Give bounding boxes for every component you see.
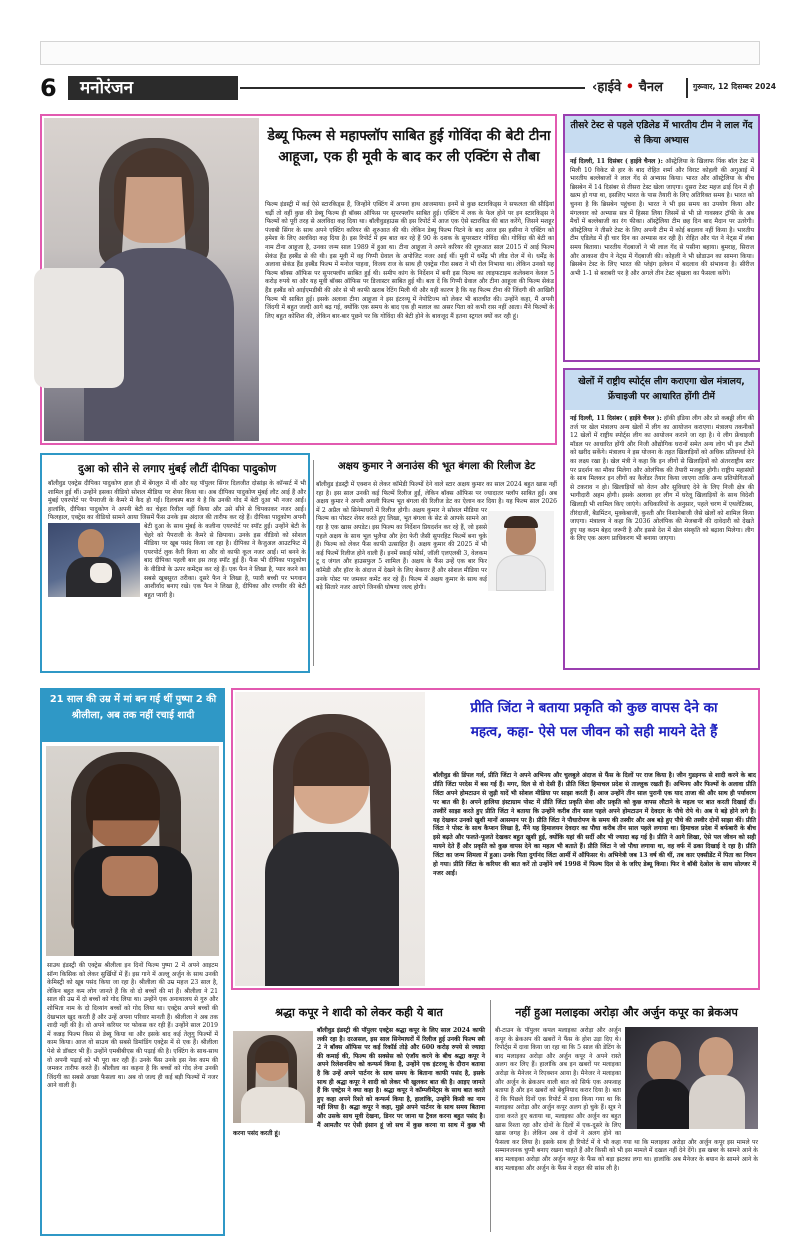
cricket-headline-panel (565, 116, 758, 153)
sreeleela-headline: 21 साल की उम्र में मां बन गई थीं पुष्पा 2 की श्रीलीला, अब तक नहीं रचाई शादी (49, 694, 217, 721)
cricket-story (563, 114, 760, 362)
preity-headline (431, 696, 757, 766)
preity-headline-line-1: प्रीति जिंटा ने बताया प्रकृति को कुछ वापस देने का (470, 700, 718, 716)
shraddha-headline: श्रद्धा कपूर ने शादी को लेकर कही ये बात (275, 1006, 443, 1019)
cricket-text: ऑस्ट्रेलिया के खिलाफ पिंक बॉल टेस्ट में मिली 10 विकेट से हार के बाद रोहित शर्मा और विराट कोहली की अगुआई में भारतीय बल्लेबाजों ने लाल गेंद से अभ्यास किया। भारत और ऑस्ट्रेलिया के बीच ब्रिसबेन में 14 दिसंबर से तीसरा टेस्ट खेला जाएगा। दूसरा टेस्ट महज ढाई दिन में ही खत्म हो गया था, इसलिए भारत के पास तैयारी के लिए अतिरिक्त समय है। भारत को चुनना है कि ब्रिसबेन पहुंचना है। भारत ने भी इस समय का उपयोग किया और मंगलवार को अभ्यास सत्र में हिस्सा लिया जिसमें से भी प्रो गावस्कर ट्रॉफी के अब मैचों में बल्लेबाजी का रंग फीका। ऑस्ट्रेलिया टीम छह दिन बाद मैदान पर उतरेगी। ऑस्ट्रेलिया ने तीसरे टेस्ट के लिए अपनी टीम में कोई बदलाव नहीं किया है। भारतीय टीम एडिलेड में ही चार दिन का अभ्यास कर रही है। रोहित और पंत ने नेट्स में लंबा समय बिताया। भारतीय गेंदबाजों ने भी लाल गेंद से पसीना बहाया। बुमराह, सिराज और आकाश दीप ने नेट्स में गेंदबाजी की। कोहली ने भी थ्रोडाउन का सामना किया। ब्रिसबेन टेस्ट के लिए भारत की प्लेइंग इलेवन में बदलाव की संभावना है। सीरीज अभी 1-1 से बराबरी पर है और अगले तीन टेस्ट श्रृंखला का फैसला करेंगे। (570, 158, 755, 277)
paper-logo (592, 78, 682, 98)
date-bar (686, 78, 777, 98)
deepika-body: बॉलीवुड एक्ट्रेस दीपिका पादुकोण हाल ही में बेंगलुरु में थीं और यह पॉपुलर सिंगर दिलजीत दोसांझ के कॉन्सर्ट में भी शामिल हुई थीं। उन्होंने इसका वीडियो सोशल मीडिया पर शेयर किया था। अब दीपिका पादुकोण मुंबई लौट आई हैं और मुंबई एयरपोर्ट पर पैपराजी के कैमरे में कैद हो गईं। दिलचस्प बात ये है कि उनकी गोद में बेटी दुआ भी नजर आईं। हालांकि, दीपिका पादुकोण ने अपनी बेटी का चेहरा रिवील नहीं किया और उसे सीने से चिपकाकर नजर आईं। फिलहाल, एक्ट्रेस का वीडियो सामने आया जिसमें फैंस उनके इस अंदाज की तारीफ कर रहे हैं। दीपिका पादुकोण अपनी बेटी दुआ के साथ मुंबई के कलीना एयरपोर्ट पर स्पॉट हुईं। उन्होंने बेटी के चेहरे को पैपराजी के कैमरे से छिपाया। उनके इस वीडियो को सोशल मीडिया पर खूब पसंद किया जा रहा है। दीपिका ने कैजुअल आउटफिट में एयरपोर्ट लुक कैरी किया था और वो काफी कूल नजर आईं। मां बनने के बाद दीपिका पहली बार इस तरह स्पॉट हुई हैं। फैंस भी दीपिका पादुकोण के वीडियो के ऊपर कमेंट्स कर रहे हैं। एक फैन ने लिखा है, प्यार करने का सबसे खूबसूरत तरीका। दूसरे फैन ने लिखा है, प्यारी बच्ची पर भगवान आशीर्वाद बनाए रखे। एक फैन ने लिखा है, दीपिका और रणवीर की बेटी बहुत प्यारी है। (48, 480, 306, 599)
govinda-headline-line-1: डेब्यू फिल्म से महाफ्लॉप साबित हुई गोविंदा की बेटी टीना (267, 128, 551, 144)
sports-headline: खेलों में राष्ट्रीय स्पोर्ट्स लीग कराएगा खेल मंत्रालय, फ्रेंचाइजी पर आधारित होंगी टीमें (578, 376, 745, 402)
preity-headline-line-2: महत्व, कहा- ऐसे पल जीवन को सही मायने देते हैं (470, 724, 718, 740)
malaika-body: बी-टाउन के पॉपुलर कपल मलाइका अरोड़ा और अर्जुन कपूर के ब्रेकअप की खबरों ने फैंस के होश उड़ा दिए थे। रिपोर्ट्स में दावा किया जा रहा था कि 5 साल की डेटिंग के बाद मलाइका अरोड़ा और अर्जुन कपूर ने अपने रास्ते अलग कर लिए हैं। हालांकि अब इन खबरों पर मलाइका अरोड़ा के मैनेजर ने रिएक्शन आया है। मैनेजर ने मलाइका और अर्जुन के ब्रेकअप वाली बात को सिर्फ एक अफवाह बताया है और इन खबरों को बेबुनियाद करार दिया है। बता दें कि पिछले दिनों एक रिपोर्ट में दावा किया गया था कि मलाइका अरोड़ा और अर्जुन कपूर अलग हो चुके हैं। सूत्र ने दावा करते हुए बताया था, मलाइका और अर्जुन का बहुत खास रिश्ता रहा और दोनों के दिलों में एक-दूसरे के लिए खास जगह है। लेकिन अब वे दोनों ने अलग होने का फैसला कर लिया है। इसके साथ ही रिपोर्ट में ये भी कहा गया था कि मलाइका अरोड़ा और अर्जुन कपूर इस मामले पर सम्मानजनक चुप्पी बनाए रखना चाहते हैं और किसी को भी इस मामले में दखल नहीं देने देंगे। इस खबर के सामने आने के बाद मलाइका अरोड़ा और अर्जुन कपूर के फैंस को बड़ा झटका लगा था। हालांकि अब मैनेजर के बयान के सामने आने के बाद मलाइका और अर्जुन के फैंस ने राहत की सांस ली है। (495, 1027, 758, 1172)
akshay-story (316, 453, 557, 673)
preity-photo (235, 692, 425, 986)
malaika-headline: नहीं हुआ मलाइका अरोड़ा और अर्जुन कपूर का ब्रेकअप (515, 1006, 738, 1019)
section-bar (68, 76, 238, 100)
page-number: 6 (40, 74, 57, 102)
logo-text-left: हाईवे (597, 80, 622, 95)
cricket-dateline: नई दिल्ली, 11 दिसंबर ( हाईवे चैनल ): (570, 158, 663, 165)
sreeleela-body: साउथ इंडस्ट्री की एक्ट्रेस श्रीलीला इन दिनों फिल्म पुष्पा 2 में अपने आइटम सॉन्ग किसिक को लेकर सुर्खियों में हैं। इस गाने में अल्लू अर्जुन के साथ उनकी केमिस्ट्री को खूब पसंद किया जा रहा है। श्रीलीला की उम्र महज 23 साल है, लेकिन बहुत कम लोग जानते हैं कि वो दो बच्चों की मां हैं। श्रीलीला ने 21 साल की उम्र में दो बच्चों को गोद लिया था। उन्होंने एक अनाथालय से गुरु और शोभिता नाम के दो दिव्यांग बच्चों को गोद लिया था। एक्ट्रेस अपने बच्चों की देखभाल खुद करती हैं और उन्हें अपना परिवार मानती हैं। श्रीलीला ने अब तक शादी नहीं की है। वो अपने करियर पर फोकस कर रही हैं। उन्होंने साल 2019 में कन्नड़ फिल्म किस से डेब्यू किया था और इसके बाद कई तेलुगु फिल्मों में काम किया। आज वो साउथ की सबसे डिमांडिंग एक्ट्रेस में से एक हैं। श्रीलीला पेशे से डॉक्टर भी हैं। उन्होंने एमबीबीएस की पढ़ाई की है। एक्टिंग के साथ-साथ वो अपनी पढ़ाई को भी पूरा कर रही हैं। उनके फैंस उनके इस नेक काम की जमकर तारीफ करते हैं। श्रीलीला का कहना है कि बच्चों को गोद लेना उनकी जिंदगी का सबसे अच्छा फैसला था। अब वो जल्द ही कई बड़ी फिल्मों में नजर आने वाली हैं। (47, 962, 218, 1090)
sports-body (570, 415, 754, 667)
govinda-headline-line-2: आहूजा, एक ही मूवी के बाद कर ली एक्टिंग से तौबा (278, 149, 540, 165)
malaika-story (493, 997, 760, 1237)
sports-league-story (563, 368, 760, 670)
logo-arrow-icon: ‹ (592, 80, 598, 95)
logo-dot-icon: • (621, 80, 639, 95)
shraddha-body: बॉलीवुड इंडस्ट्री की पॉपुलर एक्ट्रेस श्रद्धा कपूर के लिए साल 2024 काफी लकी रहा है। दरअसल, इस साल सिनेमाघरों में रिलीज हुई उनकी फिल्म स्त्री 2 ने बॉक्स ऑफिस पर कई रिकॉर्ड तोड़े और 600 करोड़ रुपये से ज्यादा की कमाई की, फिल्म की सक्सेस को एंजॉय करने के बीच श्रद्धा कपूर ने अपने रिलेशनशिप को कन्फर्म किया है, उन्होंने एक इंटरव्यू के दौरान बताया है कि उन्हें अपने पार्टनर के साथ समय के बिताना काफी पसंद है, इसके साथ ही श्रद्धा कपूर ने शादी को लेकर भी खुलकर बात की है। आइए जानते हैं कि एक्ट्रेस ने क्या कहा है। श्रद्धा कपूर ने कॉम्प्लीमेंट्स के साथ बात करते हुए कहा अपने रिश्ते को कन्फर्म किया है, हालांकि, उन्होंने किसी का नाम नहीं लिया है। श्रद्धा कपूर ने कहा, मुझे अपने पार्टनर के साथ समय बिताना और उसके साथ मूवी देखना, डिनर पर जाना या ट्रैवल करना बहुत पसंद है। मैं आमतौर पर ऐसी इंसान हूं जो सच में कुछ करना या साथ में कुछ भी करना पसंद करती हूं। (233, 1027, 485, 1138)
tina-ahuja-photo (44, 118, 259, 441)
shraddha-story (231, 997, 487, 1237)
govinda-body: फिल्म इंडस्ट्री में कई ऐसे स्टारकिड्स हैं, जिन्होंने एक्टिंग में अपना हाथ आजमाया। इनमें से कुछ स्टारकिड्स ने सफलता की सीढ़ियां चढ़ीं तो वहीं कुछ की डेब्यू फिल्म ही बॉक्स ऑफिस पर सुपरफ्लॉप साबित हुई। एक्टिंग में लक के फेल होने पर इन स्टारकिड्स ने फिल्मों को पूरी तरह से अलविदा कह दिया था। बॉलीवुडहाउस की इस रिपोर्ट में आज एक ऐसे स्टारकिड की बात करेंगे, जिसने मशहूर पंजाबी सिंगर के साथ अपने एक्टिंग करियर की शुरुआत की थी। लेकिन डेब्यू फिल्म पिटने के बाद आज इस हसीना ने एक्टिंग को हमेशा के लिए अलविदा कह दिया है। इस रिपोर्ट में हम बात कर रहे हैं 90 के दशक के सुपरस्टार गोविंदा की। गोविंदा की बेटी का नाम टीना आहूजा है, उनका जन्म साल 1989 में हुआ था। टीना आहूजा ने अपने करियर की शुरुआत साल 2015 में आई फिल्म सेकंड हैंड हस्बैंड से की थी। इस मूवी में वह गिप्पी ग्रेवाल के अपोजिट नजर आई थीं। मूवी में धर्मेंद्र भी लीड रोल में थे। धर्मेंद्र के अलावा सेकंड हैंड हस्बैंड फिल्म में मनोज पाहवा, विजय राज के साथ ही एक्ट्रेस गौरा सबरा ने भी रोल निभाया था। लेकिन उनको यह फिल्म बॉक्स ऑफिस पर सुपरफ्लॉप साबित हुई थी। समीप कांग के निर्देशन में बनी इस फिल्म का लाइफटाइम कलेक्शन केवल 5 करोड़ रुपये था और यह मूवी बॉक्स ऑफिस पर डिजास्टर साबित हुई थी। बता दें कि गिप्पी ग्रेवाल और टीना आहूजा की फिल्म सेकंड हैंड हस्बैंड को आईएमडीबी की ओर से भी काफी खराब रेटिंग मिली थी और यही कारण है कि यह फिल्म टीना की जिंदगी की आखिरी फिल्म भी साबित हुई। इसके अलावा टीना आहूजा ने इस इंटरव्यू में नेपोटिज्म को लेकर भी बातचीत की। उन्होंने कहा, मैं अपनी जिंदगी में बहुत जल्दी आगे बढ़ गई, क्योंकि एक समय के बाद एक ही मलाल का असर पिता को कभी रास नहीं आता। मैंने फिल्मों के लिए बहुत कोशिश की, लेकिन बार-बार पूछने पर कि गोविंदा की बेटी होने के बावजूद मैं इतना स्ट्रगल क्यों कर रही हूं। (265, 201, 554, 320)
deepika-story (40, 453, 310, 673)
masthead (40, 74, 777, 102)
divider-middle (313, 460, 314, 666)
cricket-body (570, 158, 754, 358)
header-rule (240, 87, 585, 89)
deepika-headline: दुआ को सीने से लगाए मुंबई लौटीं दीपिका पादुकोण (77, 463, 277, 475)
preity-story (231, 688, 760, 990)
sreeleela-story (40, 688, 225, 1236)
sports-headline-panel (565, 370, 758, 410)
sreeleela-photo (46, 746, 219, 956)
govinda-story (40, 114, 557, 445)
sreeleela-headline-panel (42, 690, 223, 742)
cricket-headline: तीसरे टेस्ट से पहले एडिलेड में भारतीय टीम ने लाल गेंद से किया अभ्यास (570, 120, 753, 146)
top-ad-strip (40, 41, 760, 65)
divider-bottom (490, 1000, 491, 1232)
akshay-headline: अक्षय कुमार ने अनाउंस की भूत बंगला की रिलीज डेट (337, 461, 536, 472)
sports-dateline: नई दिल्ली, 11 दिसंबर ( हाईवे चैनल ): (570, 415, 662, 422)
sports-text: हॉकी इंडिया लीग और प्रो कबड्डी लीग की तर्ज पर खेल मंत्रालय अन्य खेलों में लीग का आयोजन कराएगा। मंत्रालय तकनीकों 12 खेलों में राष्ट्रीय स्पोर्ट्स लीग का आयोजन कराने जा रहा है। ये लीग फ्रेंचाइजी मॉडल पर आधारित होंगी और निजी औद्योगिक घरानों समेत अन्य लोग भी इन टीमों को खरीद सकेंगे। मंत्रालय ने इस योजना के तहत खिलाड़ियों को अधिक प्रतिस्पर्धा देने का लक्ष्य रखा है। खेल मंत्री ने कहा कि इन लीगों से खिलाड़ियों को अंतरराष्ट्रीय स्तर पर प्रदर्शन का मौका मिलेगा और ओलंपिक की तैयारी मजबूत होगी। राष्ट्रीय महासंघों के साथ मिलकर इन लीगों का कैलेंडर तैयार किया जाएगा ताकि अन्य प्रतियोगिताओं से टकराव न हो। खिलाड़ियों को वेतन और सुविधाएं देने के लिए निजी क्षेत्र की भागीदारी अहम होगी। इसके अलावा हर लीग में घरेलू खिलाड़ियों के साथ विदेशी खिलाड़ी भी शामिल किए जाएंगे। अधिकारियों के अनुसार, पहले चरण में एथलेटिक्स, तीरंदाजी, बैडमिंटन, मुक्केबाजी, कुश्ती और निशानेबाजी जैसे खेलों को शामिल किया जाएगा। मंत्रालय ने कहा कि 2036 ओलंपिक की मेजबानी की दावेदारी को देखते हुए यह कदम बेहद जरूरी है और इससे देश में खेल संस्कृति को बढ़ावा मिलेगा। लीग के लिए एक अलग प्राधिकरण भी बनाया जाएगा। (570, 415, 754, 543)
preity-body: बॉलीवुड की डिंपल गर्ल, प्रीति जिंटा ने अपने अभिनय और चुलबुले अंदाज से फैंस के दिलों पर राज किया है। जीन गुडइनफ से शादी करने के बाद प्रीति जिंटा परदेस में बस गई हैं। मगर, दिल से वो देसी हैं। प्रीति जिंटा हिमाचल प्रदेश से ताल्लुक रखती हैं। अभिनय और फिल्मों के अलावा प्रीति जिंटा अपने होमटाउन से जुड़ी यादें भी सोशल मीडिया पर साझा करती हैं। आज उन्होंने तीन साल पुरानी एक याद ताजा की और साथ ही पर्यावरण पर बात की है। अपने हालिया इंस्टाग्राम पोस्ट में प्रीति जिंटा प्रकृति सेवा और प्रकृति को कुछ वापस लौटाने के महत्व पर बात करती दिखाई दीं। तस्वीरें साझा करते हुए प्रीति जिंटा ने बताया कि उन्होंने करीब तीन साल पहले अपने होमटाउन में देवदार के पौधे रोपे थे। अब ये बड़े होने लगे हैं। यह देखकर उनको खुशी मानों आसमान पर है। प्रीति जिंटा ने पौधारोपण के समय की तस्वीर और अब बड़े हुए पौधे की तस्वीर दोनों साझा कीं। प्रीति जिंटा ने पोस्ट के साथ कैप्शन लिखा है, मैंने यह हिमालयन देवदार का पौधा करीब तीन साल पहले लगाया था। हिमाचल प्रदेश में बर्फबारी के बीच इसे बढ़ते और फलते-फूलते देखकर बहुत खुशी हुई, क्योंकि यहां की सर्दी और भी ज्यादा बढ़ गई है। प्रीति ने आगे लिखा, ऐसे पल जीवन को सही मायने देते हैं और प्रकृति को कुछ वापस देने का महत्व भी बताते हैं। प्रीति जिंटा ने जो पौधा लगाया था, वह वर्फ में ढका दिखाई दे रहा है। प्रीति जिंटा का जन्म शिमला में हुआ। उनके पिता दुर्गानंद जिंटा आर्मी में ऑफिसर थे। अभिनेत्री जब 13 वर्ष की थीं, तब कार एक्सीडेंट में पिता का निधन हो गया। प्रीति जिंटा के करियर की बात करें तो उन्होंने वर्ष 1998 में फिल्म दिल से के जरिए डेब्यू किया। फिर वे बॉबी देओल के साथ सोल्जर में नजर आईं। (433, 772, 756, 877)
section-title: मनोरंजन (80, 78, 134, 98)
logo-text-right: चैनल (638, 80, 663, 95)
govinda-headline (264, 126, 554, 184)
issue-date: गुरूवार, 12 दिसम्बर 2024 (693, 82, 777, 91)
akshay-body: बॉलीवुड इंडस्ट्री में एक्शन से लेकर कॉमेडी फिल्मों देने वाले स्टार अक्षय कुमार का साल 2024 बहुत खास नहीं रहा है। इस साल उनकी कई फिल्में रिलीज हुईं, लेकिन बॉक्स ऑफिस पर ज्यादातर फ्लॉप साबित हुईं। अब अक्षय कुमार ने अपनी अगली फिल्म भूत बंगला की रिलीज डेट का ऐलान कर दिया है। यह फिल्म साल 2026 में 2 अप्रैल को सिनेमाघरों में रिलीज होगी। अक्षय कुमार ने सोशल मीडिया पर फिल्म का पोस्टर शेयर करते हुए लिखा, भूत बंगला के सेट से आपके सामने आ रहा है एक खास अपडेट। इस फिल्म का निर्देशन प्रियदर्शन कर रहे हैं, जो इससे पहले अक्षय के साथ भूल भुलैया और हेरा फेरी जैसी सुपरहिट फिल्में बना चुके हैं। फिल्म को लेकर फैंस काफी उत्साहित हैं। अक्षय कुमार की 2025 में भी कई फिल्में रिलीज होने वाली हैं। इनमें स्काई फोर्स, जॉली एलएलबी 3, वेलकम टू द जंगल और हाउसफुल 5 शामिल हैं। अक्षय के फैंस उन्हें एक बार फिर कॉमेडी और हॉरर के अंदाज में देखने के लिए बेकरार हैं और सोशल मीडिया पर उनके पोस्ट पर जमकर कमेंट कर रहे हैं। फिल्म में अक्षय कुमार के साथ कई बड़े सितारे नजर आएंगे जिनकी घोषणा जल्द होगी। (316, 481, 557, 592)
